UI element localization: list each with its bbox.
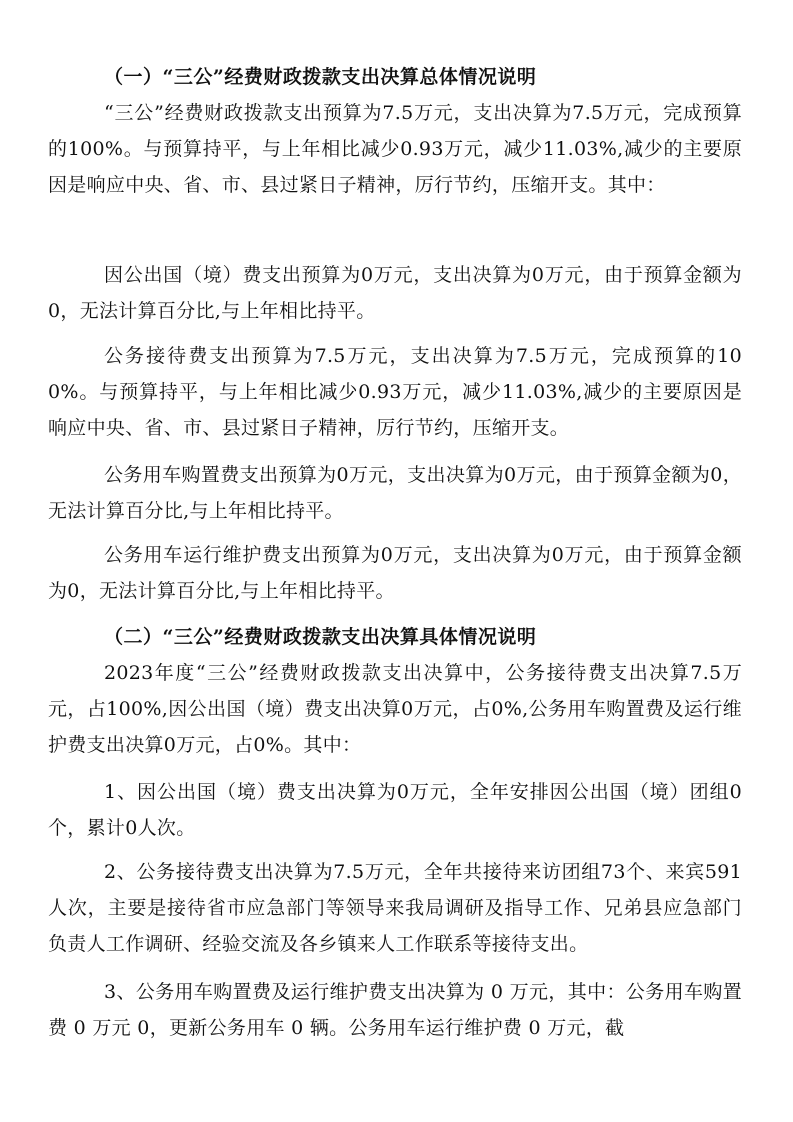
section-1-heading: （一）“三公”经费财政拨款支出决算总体情况说明	[104, 66, 537, 88]
section-2-paragraph-vehicles: 3、公务用车购置费及运行维护费支出决算为 0 万元，其中：公务用车购置费 0 万元 0，更新公务用车 0 辆。公务用车运行维护费 0 万元，截	[48, 981, 742, 1039]
section-1-paragraph-overseas: 因公出国（境）费支出预算为0万元，支出决算为0万元，由于预算金额为0，无法计算百分比,与上年相比持平。	[48, 264, 742, 322]
section-2-paragraph-reception: 2、公务接待费支出决算为7.5万元，全年共接待来访团组73个、来宾591人次，主要是接待省市应急部门等领导来我局调研及指导工作、兄弟县应急部门负责人工作调研、经验交流及各乡镇来人工作联系等接待支出。	[48, 861, 742, 955]
section-2-paragraph-summary: 2023年度“三公”经费财政拨款支出决算中，公务接待费支出决算7.5万元，占100%,因公出国（境）费支出决算0万元，占0%,公务用车购置费及运行维护费支出决算0万元，占0%。其中：	[48, 662, 742, 756]
section-2-paragraph-overseas: 1、因公出国（境）费支出决算为0万元，全年安排因公出国（境）团组0个，累计0人次。	[48, 781, 742, 839]
section-1-paragraph-overview: “三公”经费财政拨款支出预算为7.5万元，支出决算为7.5万元，完成预算的100%。与预算持平，与上年相比减少0.93万元，减少11.03%,减少的主要原因是响应中央、省、市、县过紧日子精神，厉行节约，压缩开支。其中：	[48, 102, 742, 196]
section-1-paragraph-reception: 公务接待费支出预算为7.5万元，支出决算为7.5万元，完成预算的100%。与预算持平，与上年相比减少0.93万元，减少11.03%,减少的主要原因是响应中央、省、市、县过紧日子精神，厉行节约，压缩开支。	[48, 345, 742, 439]
section-1-paragraph-vehicle-maintenance: 公务用车运行维护费支出预算为0万元，支出决算为0万元，由于预算金额为0，无法计算百分比,与上年相比持平。	[48, 544, 742, 602]
section-2-heading: （二）“三公”经费财政拨款支出决算具体情况说明	[104, 626, 537, 648]
section-1-paragraph-vehicle-purchase: 公务用车购置费支出预算为0万元，支出决算为0万元，由于预算金额为0，无法计算百分比,与上年相比持平。	[48, 464, 742, 522]
